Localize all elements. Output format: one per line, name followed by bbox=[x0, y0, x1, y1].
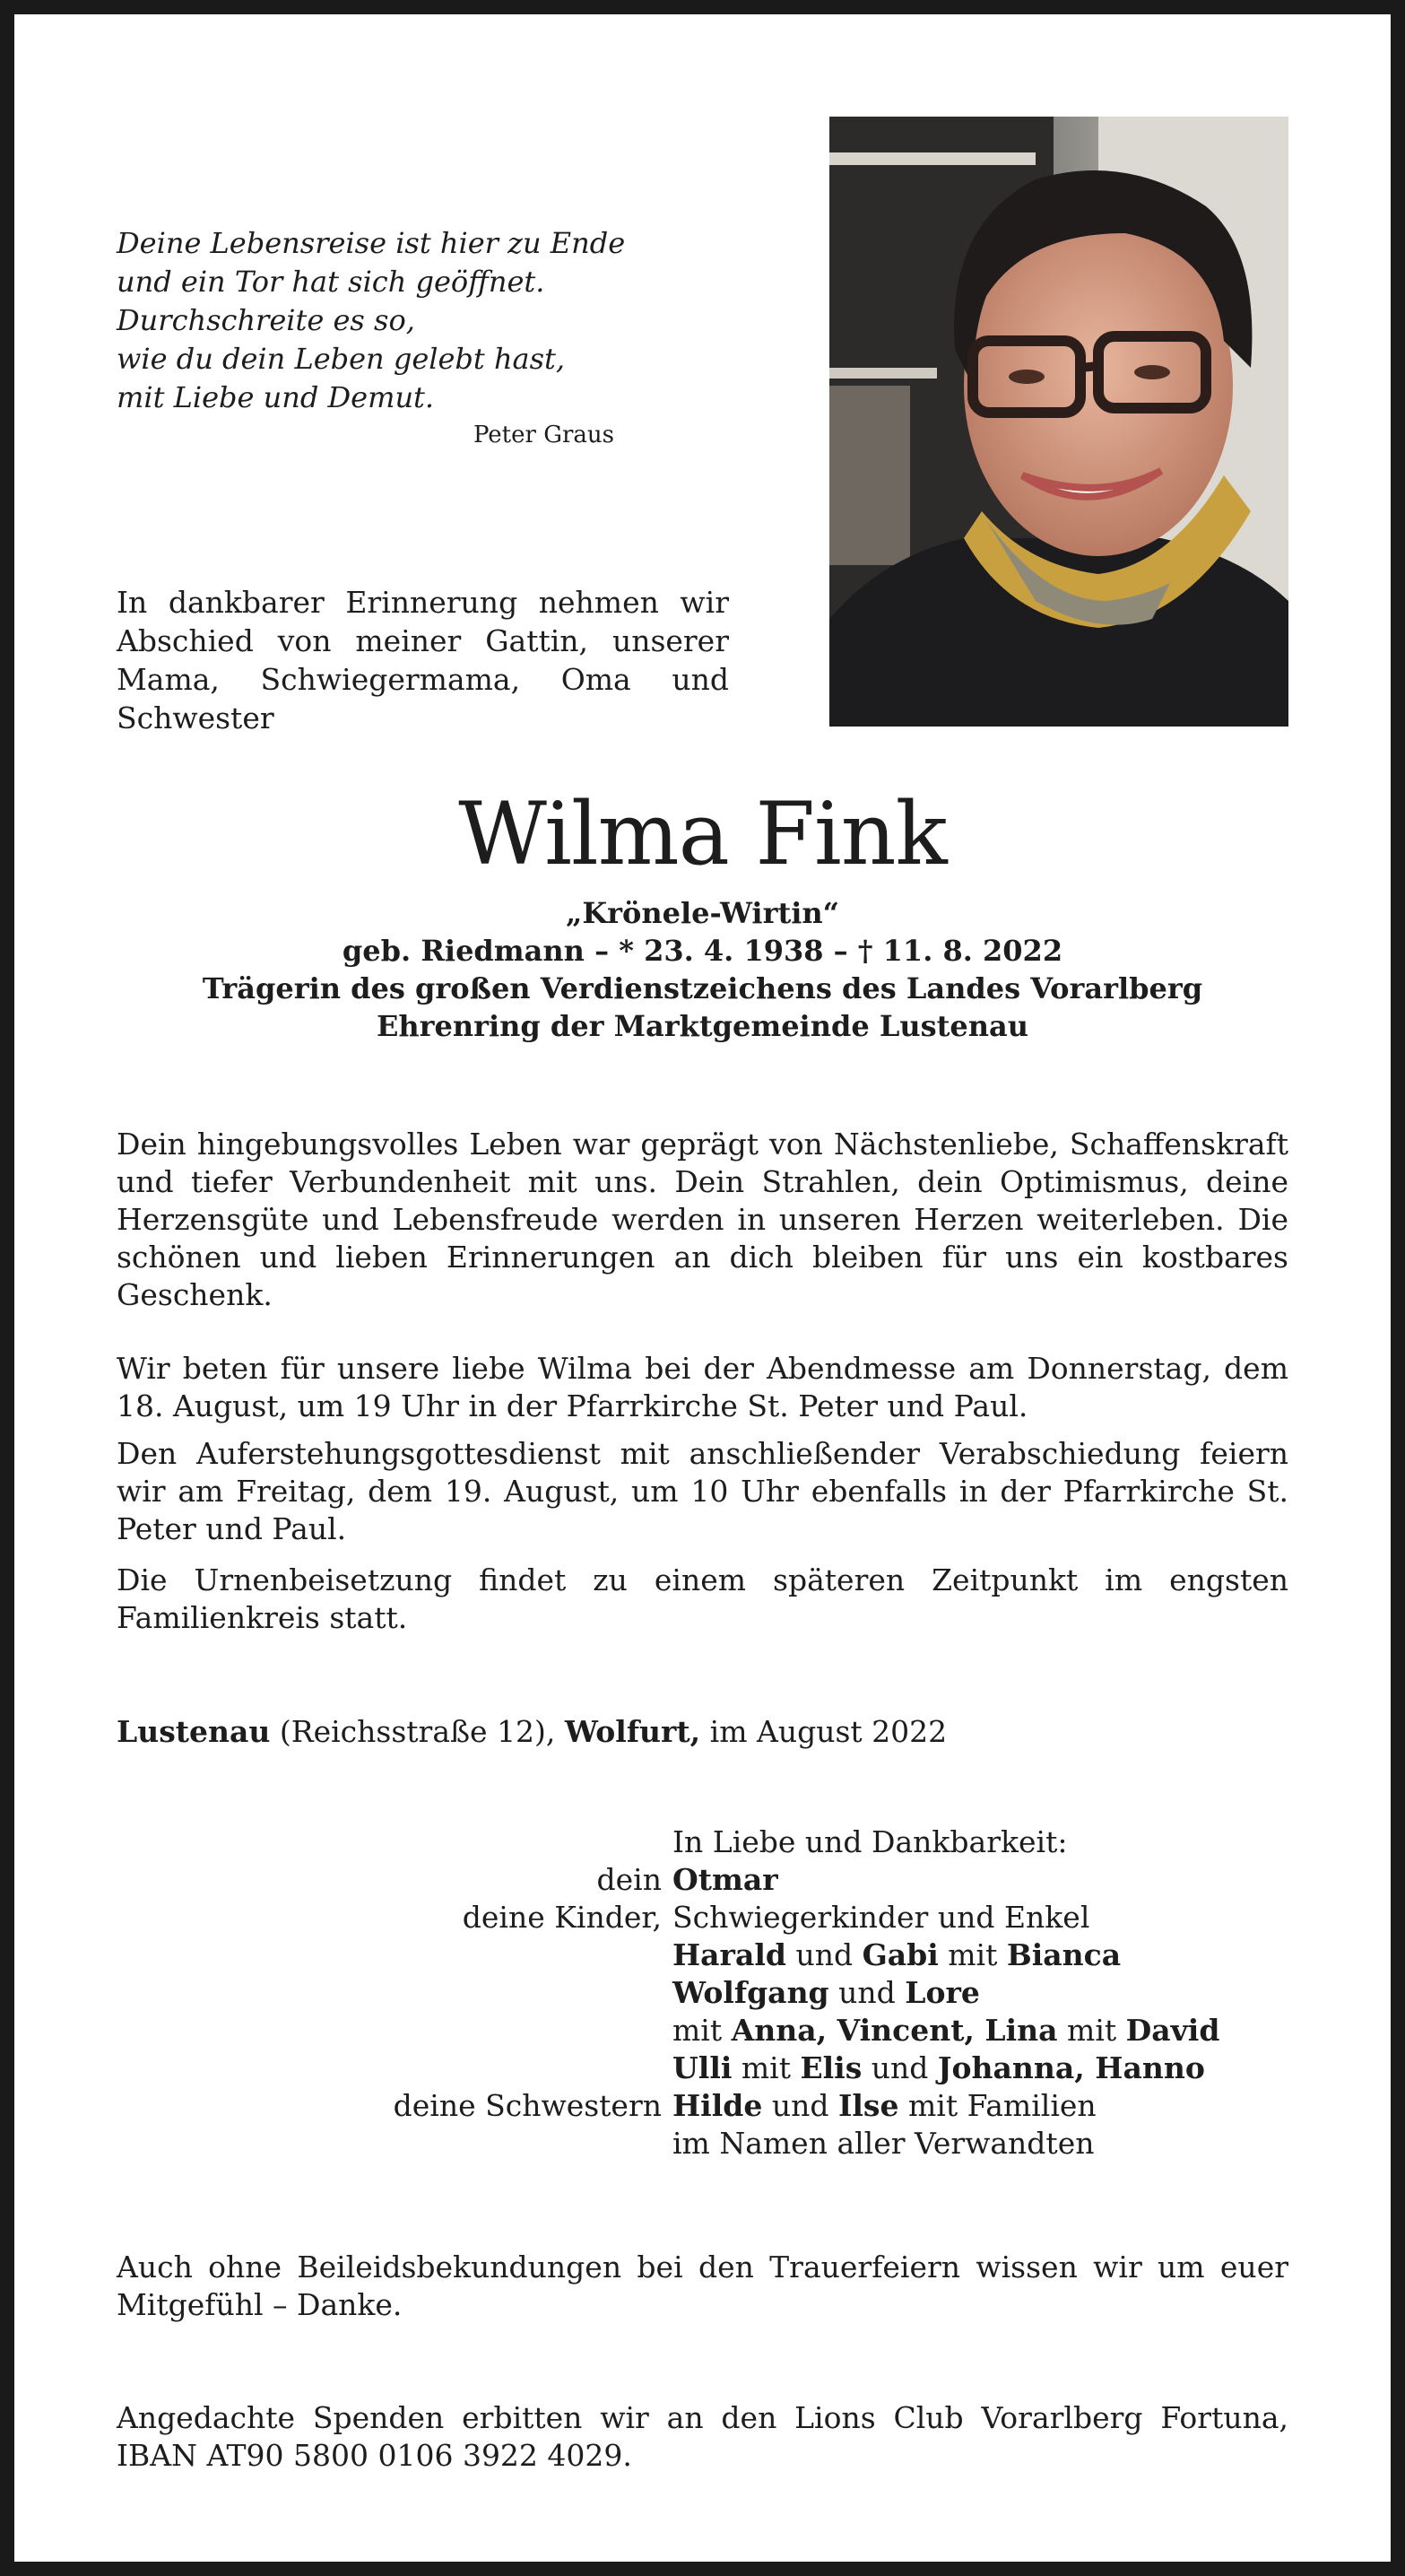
connector: mit Familien bbox=[898, 2088, 1097, 2123]
titles-block bbox=[117, 894, 1288, 1045]
address: (Reichsstraße 12), bbox=[270, 1714, 565, 1749]
mourner-name: Lore bbox=[905, 1975, 980, 2010]
mourner-name: David bbox=[1125, 2013, 1220, 2048]
mourner-name: Otmar bbox=[672, 1862, 778, 1897]
honor-line: Trägerin des großen Verdienstzeichens des Landes Vorarlberg bbox=[202, 971, 1203, 1005]
connector: mit bbox=[938, 1937, 1007, 1972]
place-date-line bbox=[117, 1713, 947, 1751]
signature-row bbox=[117, 1899, 1291, 1936]
signature-row bbox=[117, 2012, 1291, 2049]
donations-paragraph: Angedachte Spenden erbitten wir an den Lions Club Vorarlberg Fortuna, IBAN AT90 5800 0106 3922 4029. bbox=[117, 2400, 1288, 2473]
connector: und bbox=[828, 1975, 906, 2010]
mass-paragraph: Wir beten für unsere liebe Wilma bei der Abendmesse am Donnerstag, dem 18. August, um 19 Uhr in der Pfarrkirche St. Peter und Paul. bbox=[117, 1351, 1288, 1423]
signatures-heading: In Liebe und Dankbarkeit: bbox=[672, 1824, 1068, 1859]
mourner-name: Ulli bbox=[672, 2050, 733, 2085]
poem bbox=[117, 224, 726, 417]
service-paragraph: Den Auferstehungsgottesdienst mit anschließender Verabschiedung feiern wir am Freitag, dem 19. August, um 10 Uhr ebenfalls in der Pfarrkirche St. Peter und Paul. bbox=[117, 1436, 1288, 1546]
mourner-name: Ilse bbox=[837, 2088, 899, 2123]
mourner-name: Gabi bbox=[862, 1937, 939, 1972]
mourner-name: Johanna, Hanno bbox=[937, 2050, 1205, 2085]
poem-line: mit Liebe und Demut. bbox=[117, 380, 435, 414]
nickname: „Krönele-Wirtin“ bbox=[565, 896, 840, 930]
town: Wolfurt, bbox=[564, 1714, 701, 1749]
connector: und bbox=[862, 2050, 938, 2085]
poem-author: Peter Graus bbox=[473, 422, 614, 448]
deceased-name: Wilma Fink bbox=[458, 784, 947, 884]
portrait-photo bbox=[829, 117, 1288, 727]
signature-row bbox=[117, 1861, 1291, 1899]
birth-death-dates: geb. Riedmann – * 23. 4. 1938 – † 11. 8. 2022 bbox=[342, 934, 1063, 968]
connector: und bbox=[762, 2088, 838, 2123]
relation-label: deine Schwestern bbox=[393, 2088, 662, 2123]
signature-row bbox=[117, 1974, 1291, 2012]
urn-paragraph: Die Urnenbeisetzung findet zu einem späteren Zeitpunkt im engsten Familienkreis statt. bbox=[117, 1562, 1288, 1635]
mourner-name: Bianca bbox=[1006, 1937, 1122, 1972]
poem-line: wie du dein Leben gelebt hast, bbox=[117, 342, 566, 376]
poem-line: Deine Lebensreise ist hier zu Ende bbox=[117, 226, 626, 260]
connector: mit bbox=[732, 2050, 801, 2085]
honor-line: Ehrenring der Marktgemeinde Lustenau bbox=[376, 1009, 1029, 1043]
signatures-block bbox=[117, 1823, 1291, 2163]
relatives-line: im Namen aller Verwandten bbox=[672, 2126, 1095, 2161]
connector: mit bbox=[672, 2013, 732, 2048]
mourner-name: Hilde bbox=[672, 2088, 763, 2123]
mourner-name: Harald bbox=[672, 1937, 786, 1972]
signature-row bbox=[117, 2049, 1291, 2087]
connector: mit bbox=[1057, 2013, 1126, 2048]
mourner-name: Elis bbox=[800, 2050, 863, 2085]
poem-line: und ein Tor hat sich geöffnet. bbox=[117, 265, 545, 299]
intro-text: In dankbarer Erinnerung nehmen wir Abschied von meiner Gattin, unserer Mama, Schwiegermama, Oma und Schwester bbox=[117, 585, 729, 735]
signature-row bbox=[117, 1823, 1291, 1861]
signature-row bbox=[117, 2087, 1291, 2125]
date: im August 2022 bbox=[700, 1714, 948, 1749]
relation-text: Schwiegerkinder und Enkel bbox=[672, 1900, 1090, 1935]
connector: und bbox=[785, 1937, 863, 1972]
life-paragraph: Dein hingebungsvolles Leben war geprägt von Nächstenliebe, Schaffenskraft und tiefer Verbundenheit mit uns. Dein Strahlen, dein Optimismus, deine Herzensgüte und Lebensfreude werden in unseren Herzen weiterleben. Die schönen und lieben Erinnerungen an dich bleiben für uns ein kostbares Geschenk. bbox=[117, 1127, 1288, 1312]
relation-label: deine Kinder, bbox=[462, 1900, 662, 1935]
mourner-name: Anna, Vincent, Lina bbox=[731, 2013, 1058, 2048]
poem-line: Durchschreite es so, bbox=[117, 303, 415, 337]
mourner-name: Wolfgang bbox=[672, 1975, 829, 2010]
relation-label: dein bbox=[596, 1862, 662, 1897]
town: Lustenau bbox=[117, 1714, 271, 1749]
signature-row bbox=[117, 2125, 1291, 2163]
signature-row bbox=[117, 1936, 1291, 1974]
thanks-paragraph: Auch ohne Beileidsbekundungen bei den Trauerfeiern wissen wir um euer Mitgefühl – Danke. bbox=[117, 2250, 1288, 2322]
